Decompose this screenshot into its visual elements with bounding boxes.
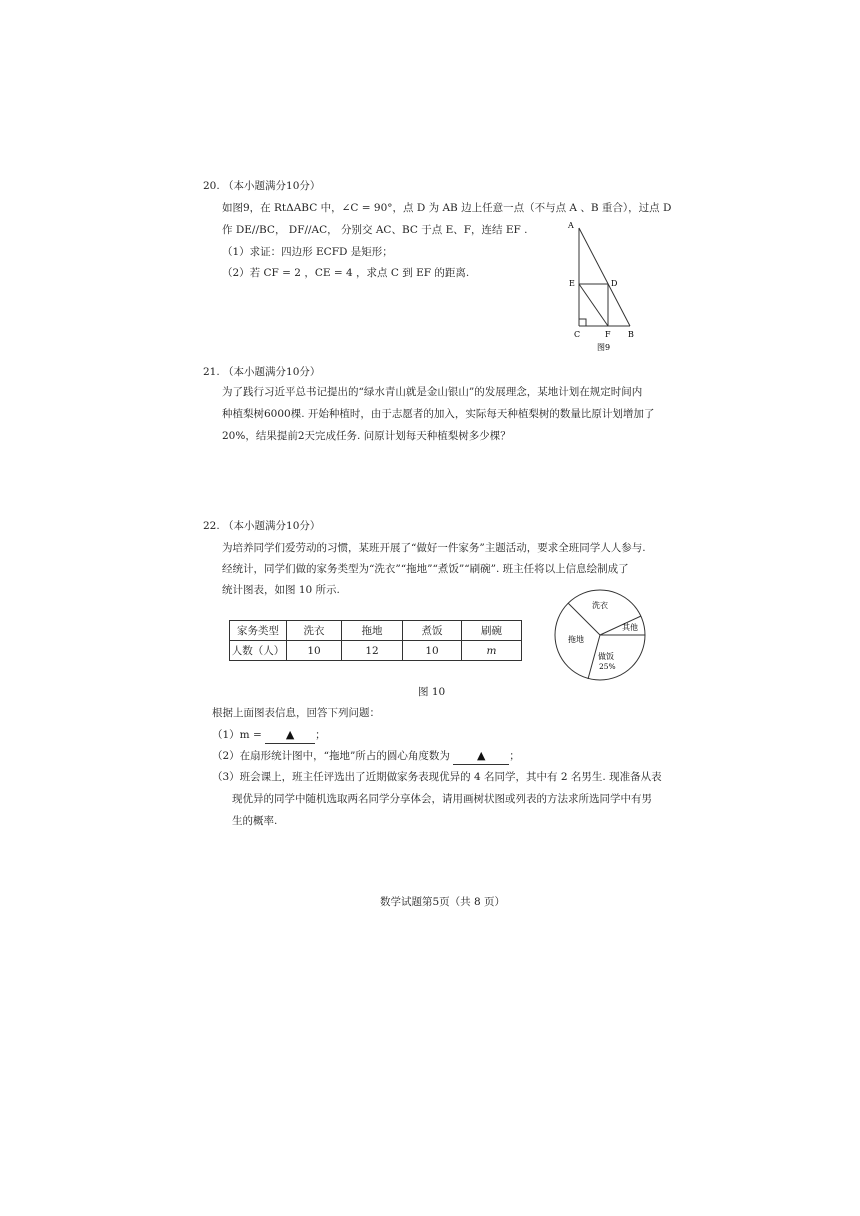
table-header-cell: 家务类型	[230, 621, 287, 641]
answer-blank-m	[265, 727, 315, 744]
q20-text-line-1: 如图9，在 RtΔABC 中，∠C = 90°，点 D 为 AB 边上任意一点（不与点 A 、B 重合），过点 D	[222, 202, 672, 214]
table-row	[230, 641, 522, 661]
table-header-cell: 拖地	[342, 621, 403, 641]
figure-10-caption: 图 10	[418, 686, 446, 698]
part-2-suffix: ；	[509, 750, 520, 762]
part-2-prefix: （2）在扇形统计图中，“拖地”所占的圆心角度数为	[212, 750, 450, 762]
table-header-cell: 煮饭	[403, 621, 462, 641]
point-label-a: A	[568, 221, 574, 230]
q22-text-line-3: 统计图表，如图 10 所示.	[222, 584, 340, 596]
table-header-cell: 洗衣	[287, 621, 342, 641]
part-1-prefix: （1）m =	[212, 729, 262, 741]
q21-heading: 21. （本小题满分10分）	[203, 366, 321, 378]
q22-part-3-line-3: 生的概率.	[232, 815, 278, 827]
q20-text-line-2: 作 DE//BC， DF//AC， 分别交 AC、BC 于点 E、F，连结 EF .	[222, 224, 528, 236]
table-cell: 10	[287, 641, 342, 661]
q22-part-3-line-2: 现优异的同学中随机选取两名同学分享体会，请用画树状图或列表的方法求所选同学中有男	[232, 793, 652, 805]
page-footer: 数学试题第5页（共 8 页）	[380, 896, 506, 908]
pie-label-laundry: 洗衣	[592, 601, 608, 610]
q20-heading: 20. （本小题满分10分）	[203, 180, 321, 192]
table-cell: m	[462, 641, 522, 661]
table-header-row	[230, 621, 522, 641]
pie-chart	[548, 588, 652, 682]
q22-part-2	[212, 748, 520, 765]
q20-part-1: （1）求证：四边形 ECFD 是矩形；	[222, 246, 393, 258]
q21-text-line-3: 20%，结果提前2天完成任务. 问原计划每天种植梨树多少棵？	[222, 430, 511, 442]
q22-text-line-1: 为培养同学们爱劳动的习惯，某班开展了“做好一件家务”主题活动，要求全班同学人人参与.	[222, 542, 646, 554]
point-label-d: D	[611, 279, 618, 288]
q22-part-1	[212, 727, 326, 744]
point-label-f: F	[605, 330, 611, 339]
q22-intro: 根据上面图表信息，回答下列问题：	[212, 707, 380, 719]
q22-heading: 22. （本小题满分10分）	[203, 520, 321, 532]
q22-text-line-2: 经统计，同学们做的家务类型为“洗衣”“拖地”“煮饭”“刷碗”. 班主任将以上信息绘制成了	[222, 563, 629, 575]
table-cell: 人数（人）	[230, 641, 287, 661]
triangle-icon: ▲	[477, 749, 486, 762]
q22-part-3-line-1: （3）班会课上，班主任评选出了近期做家务表现优异的 4 名同学，其中有 2 名男生. 现准备从表	[212, 771, 662, 783]
table-header-cell: 刷碗	[462, 621, 522, 641]
point-label-b: B	[628, 330, 634, 339]
q20-part-2: （2）若 CF = 2 ，CE = 4 ，求点 C 到 EF 的距离.	[222, 267, 470, 279]
point-label-c: C	[574, 330, 581, 339]
pie-label-percent: 25%	[599, 662, 616, 671]
answer-blank-angle	[453, 748, 509, 765]
triangle-icon: ▲	[285, 728, 295, 741]
point-label-e: E	[569, 279, 575, 288]
q21-text-line-2: 种植梨树6000棵. 开始种植时，由于志愿者的加入，实际每天种植梨树的数量比原计划增加了	[222, 408, 655, 420]
pie-label-other: 其他	[622, 623, 638, 632]
figure-9-triangle	[560, 218, 650, 358]
housework-table	[229, 620, 522, 661]
table-cell: 12	[342, 641, 403, 661]
q21-text-line-1: 为了践行习近平总书记提出的“绿水青山就是金山银山”的发展理念，某地计划在规定时间内	[222, 386, 643, 398]
part-1-suffix: ；	[315, 729, 326, 741]
pie-label-cooking: 做饭	[598, 652, 614, 661]
pie-label-mopping: 拖地	[568, 635, 584, 644]
table-cell: 10	[403, 641, 462, 661]
figure-9-caption: 图9	[597, 343, 611, 352]
